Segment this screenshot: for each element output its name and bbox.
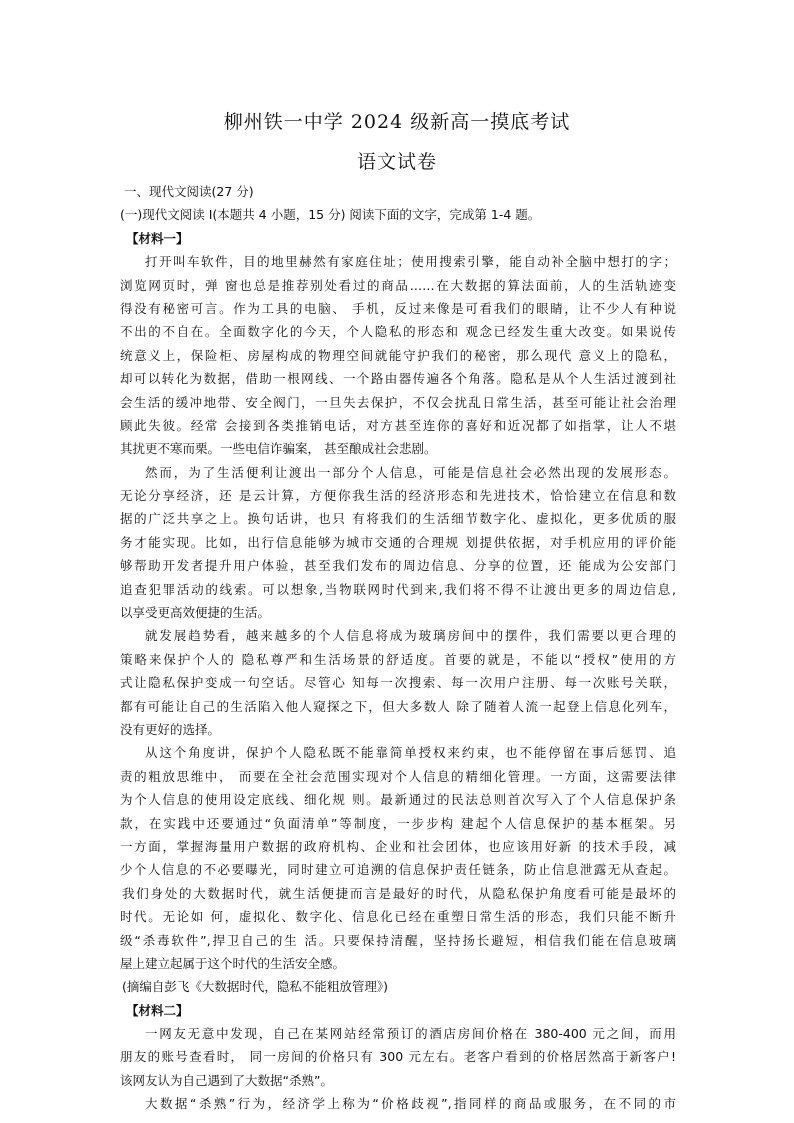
m1-p2-line: 追查犯罪活动的线索。可以想象,当物联网时代到来,我们将不得不让渡出更多的周边信息,: [120, 581, 676, 597]
subsection-heading: (一)现代文阅读 I(本题共 4 小题，15 分) 阅读下面的文字，完成第 1-4 题。: [120, 207, 541, 223]
m1-p1-line: 顾此失彼。经常 会接到各类推销电话，对方甚至连你的喜好和近况都了如指掌，让人不堪: [120, 417, 676, 433]
section-heading: 一、现代文阅读(27 分): [124, 184, 254, 199]
m1-p4-line: 少个人信息的不必要曝光，同时建立可追溯的信息保护责任链条，防止信息泄露无从查起。: [120, 862, 676, 878]
m1-p3-line: 式让隐私保护变成一句空话。尽管心 知每一次搜索、每一次用户注册、每一次账号关联，: [120, 675, 676, 691]
m1-p2-line: 以享受更高效便捷的生活。: [120, 605, 271, 621]
m1-p1-line: 浏览网页时，弹 窗也总是推荐别处看过的商品……在大数据的算法面前，人的生活轨迹变: [120, 277, 676, 293]
m2-p1-line: 一网友无意中发现，自己在某网站经常预订的酒店房间价格在 380-400 元之间，而用: [145, 1026, 676, 1042]
m1-p4-line: 款，在实践中还要通过“负面清单”等制度，一步步构 建起个人信息保护的基本框架。另: [120, 815, 676, 831]
m1-p2-line: 无论分享经济，还 是云计算，方便你我生活的经济形态和先进技术，恰恰建立在信息和数: [120, 488, 676, 504]
material2-label: 【材料二】: [126, 1002, 189, 1018]
exam-content: [120, 180, 676, 1116]
material1-label: 【材料一】: [126, 230, 189, 246]
m1-p1-line: 打开叫车软件，目的地里赫然有家庭住址；使用搜索引擎，能自动补全脑中想打的字；: [145, 254, 676, 270]
exam-subtitle: 语文试卷: [356, 151, 437, 173]
m1-p1-line: 得没有秘密可言。作为工具的电脑、 手机，反过来像是可看我们的眼睛，让不少人有种说: [120, 300, 676, 316]
m1-p4-line: 一方面，掌握海量用户数据的政府机构、企业和社会团体，也应该用好新 的技术手段，减: [120, 838, 676, 854]
m1-p1-line: 却可以转化为数据，借助一根网线、一个路由器传遍各个角落。隐私是从个人生活过渡到社: [120, 371, 676, 387]
m1-p1-line: 不出的不自在。全面数字化的今天，个人隐私的形态和 观念已经发生重大改变。如果说传: [120, 324, 676, 340]
m2-p1-line: 该网友认为自己遇到了大数据“杀熟”。: [120, 1072, 333, 1088]
m2-p1-line: 朋友的账号查看时， 同一房间的价格只有 300 元左右。老客户看到的价格居然高于新客户!: [120, 1049, 676, 1065]
m1-p5-line: 时代。无论如 何，虚拟化、数字化、信息化已经在重塑日常生活的形态，我们只能不断升: [120, 909, 676, 925]
m1-p4-line: 从这个角度讲，保护个人隐私既不能靠简单授权来约束，也不能停留在事后惩罚、追: [145, 745, 676, 761]
m1-p3-line: 就发展趋势看，越来越多的个人信息将成为玻璃房间中的摆件，我们需要以更合理的: [145, 628, 676, 644]
m1-p5-line: 我们身处的大数据时代，就生活便捷而言是最好的时代，从隐私保护角度看可能是最坏的: [122, 885, 676, 901]
m1-p1-line: 会生活的缓冲地带、安全阀门，一旦失去保护，不仅会扰乱日常生活，甚至可能让社会治理: [120, 394, 676, 410]
material1-source: (摘编自彭飞《大数据时代，隐私不能粗放管理》): [122, 979, 389, 995]
exam-title: 柳州铁一中学 2024 级新高一摸底考试: [223, 111, 571, 133]
m1-p5-line: 级“杀毒软件”,捍卫自己的生 活。只要保持清醒，坚持扬长避短，相信我们能在信息玻璃: [120, 932, 676, 948]
m1-p2-line: 够帮助开发者提升用户体验，甚至我们发布的周边信息、分享的位置，还 能成为公安部门: [120, 558, 676, 574]
m1-p2-line: 据的广泛共享之上。换句话讲，也只 有将我们的生活细节数字化、虚拟化，更多优质的服: [120, 511, 676, 527]
m1-p3-line: 策略来保护个人的 隐私尊严和生活场景的舒适度。首要的就是，不能以“授权”使用的方: [120, 651, 676, 667]
m1-p3-line: 都有可能让自己的生活陷入他人窥探之下，但大多数人 除了随着人流一起登上信息化列车，: [120, 698, 676, 714]
m1-p5-line: 屋上建立起属于这个时代的生活安全感。: [120, 955, 346, 971]
m1-p4-line: 为个人信息的使用设定底线、细化规 则。最新通过的民法总则首次写入了个人信息保护条: [120, 792, 676, 808]
m1-p2-line: 务才能实现。比如，出行信息能够为城市交通的合理规 划提供依据，对手机应用的评价能: [120, 534, 676, 550]
m1-p4-line: 责的粗放思维中， 而要在全社会范围实现对个人信息的精细化管理。一方面，这需要法律: [120, 768, 676, 784]
m1-p3-line: 没有更好的选择。: [120, 721, 221, 737]
m1-p1-line: 其扰更不寒而栗。一些电信诈骗案， 甚至酿成社会悲剧。: [120, 441, 437, 457]
m1-p1-line: 统意义上，保险柜、房屋构成的物理空间就能守护我们的秘密，那么现代 意义上的隐私，: [120, 347, 676, 363]
m2-p2-line: 大数据“杀熟”行为，经济学上称为“价格歧视”,指同样的商品或服务，在不同的市: [145, 1096, 676, 1112]
m1-p2-line: 然而，为了生活便利让渡出一部分个人信息，可能是信息社会必然出现的发展形态。: [145, 464, 676, 480]
